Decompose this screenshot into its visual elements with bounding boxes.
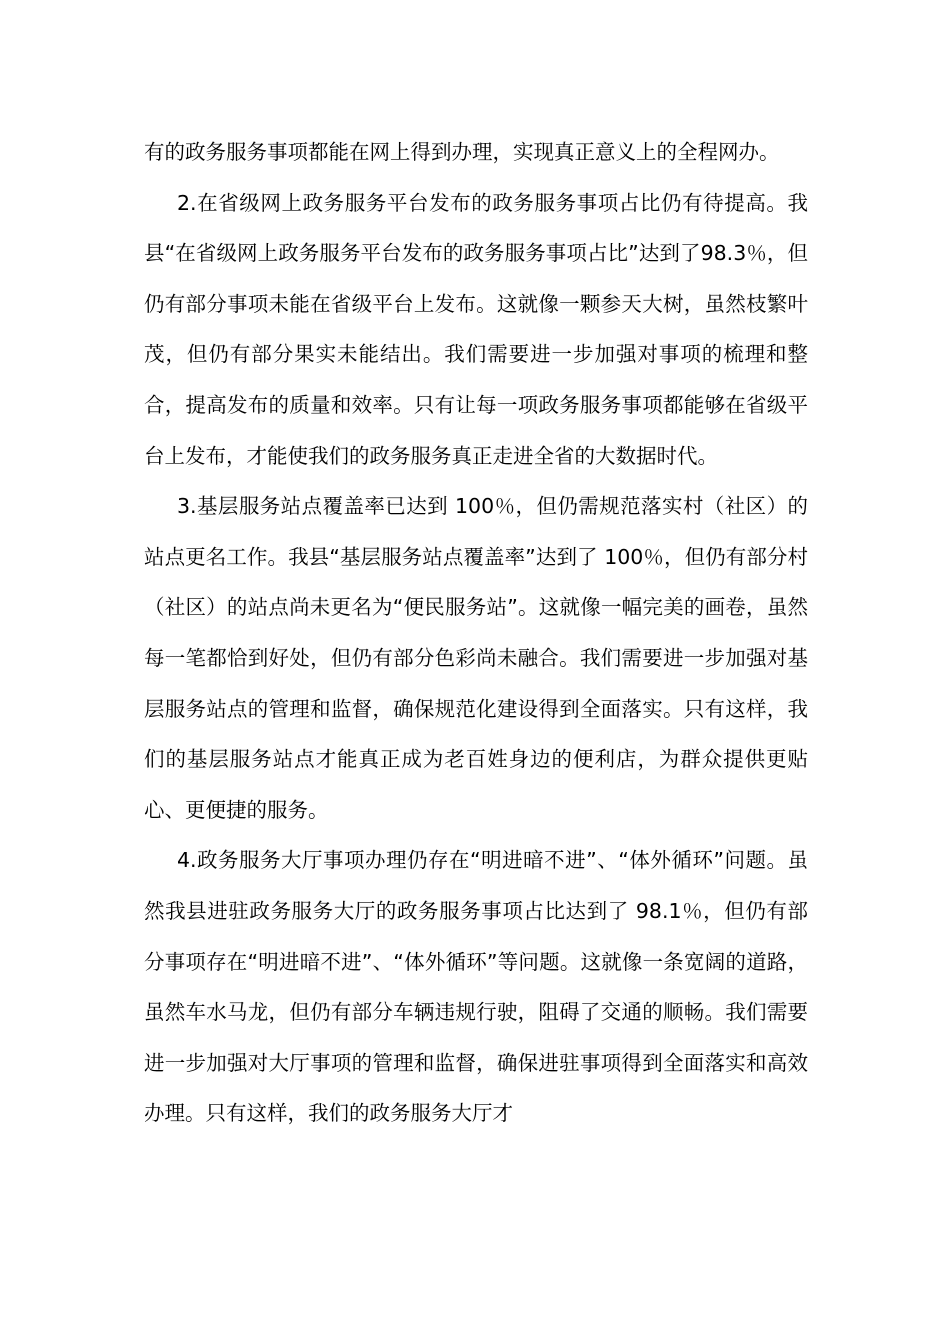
paragraph-2: 2.在省级网上政务服务平台发布的政务服务事项占比仍有待提高。我县“在省级网上政务服务平台发布的政务服务事项占比”达到了98.3％，但仍有部分事项未能在省级平台上发布。这就像一颗参天大树，虽然枝繁叶茂，但仍有部分果实未能结出。我们需要进一步加强对事项的梳理和整合，提高发布的质量和效率。只有让每一项政务服务事项都能够在省级平台上发布，才能使我们的政务服务真正走进全省的大数据时代。 (144, 190, 808, 468)
paragraph-3: 3.基层服务站点覆盖率已达到 100％，但仍需规范落实村（社区）的站点更名工作。我县“基层服务站点覆盖率”达到了 100％，但仍有部分村（社区）的站点尚未更名为“便民服务站”。这就像一幅完美的画卷，虽然每一笔都恰到好处，但仍有部分色彩尚未融合。我们需要进一步加强对基层服务站点的管理和监督，确保规范化建设得到全面落实。只有这样，我们的基层服务站点才能真正成为老百姓身边的便利店，为群众提供更贴心、更便捷的服务。 (144, 494, 808, 822)
paragraph-1: 有的政务服务事项都能在网上得到办理，实现真正意义上的全程网办。 (144, 140, 780, 164)
paragraph-4: 4.政务服务大厅事项办理仍存在“明进暗不进”、“体外循环”问题。虽然我县进驻政务服务大厅的政务服务事项占比达到了 98.1％，但仍有部分事项存在“明进暗不进”、“体外循环”等问题。这就像一条宽阔的道路，虽然车水马龙，但仍有部分车辆违规行驶，阻碍了交通的顺畅。我们需要进一步加强对大厅事项的管理和监督，确保进驻事项得到全面落实和高效办理。只有这样，我们的政务服务大厅才 (144, 848, 808, 1126)
document-body (144, 127, 808, 1139)
